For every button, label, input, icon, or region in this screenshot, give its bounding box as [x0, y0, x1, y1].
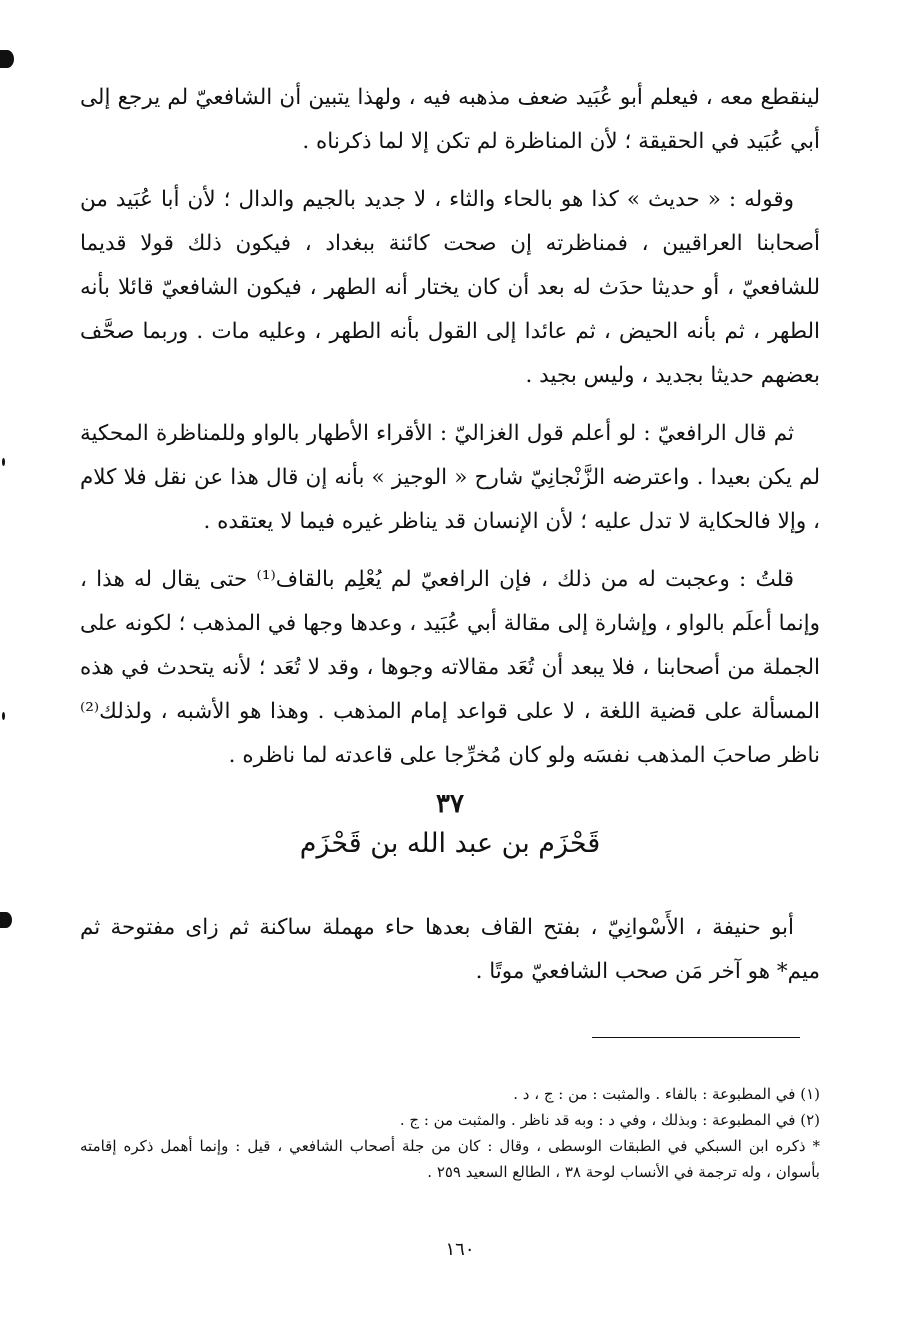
footnote-separator — [592, 1037, 800, 1038]
section-title: قَحْزَم بن عبد الله بن قَحْزَم — [299, 828, 601, 859]
biography-entry — [80, 906, 820, 994]
page-number: ١٦٠ — [445, 1239, 475, 1260]
scan-margin-mark — [2, 458, 5, 466]
paragraph: قلتُ : وعجبت له من ذلك ، فإن الرافعيّ لم يُعْلِم بالقاف⁽¹⁾ حتى يقال له هذا ، وإنما أعلَم بالواو ، وإشارة إلى مقالة أبي عُبَيد ، وعدها وجها في المذهب ؛ لكونه على الجملة من أصحابنا ، فلا يبعد أن تُعَد مقالاته وجوها ، وقد لا تُعَد ؛ لأنه يتحدث في هذه المسألة على قضية اللغة ، لا على قواعد إمام المذهب . وهذا هو الأشبه ، ولذلك⁽²⁾ ناظر صاحبَ المذهب نفسَه ولو كان مُخرِّجا على قاعدته لما ناظره . — [80, 567, 820, 768]
scan-margin-mark — [0, 50, 14, 68]
footnotes — [80, 1081, 820, 1185]
footnote: (١) في المطبوعة : بالفاء . والمثبت : من : ج ، د . — [513, 1085, 820, 1103]
section-heading — [80, 786, 820, 866]
scan-margin-mark — [0, 912, 12, 928]
footnote: * ذكره ابن السبكي في الطبقات الوسطى ، وقال : كان من جلة أصحاب الشافعي ، قيل : وإنما أهمل ذكره إقامته بأسوان ، وله ترجمة في الأنساب لوحة ٣٨ ، الطالع السعيد ٢٥٩ . — [80, 1137, 820, 1181]
paragraph: ثم قال الرافعيّ : لو أعلم قول الغزاليّ : الأقراء الأطهار بالواو وللمناظرة المحكية لم يكن بعيدا . واعترضه الزَّنْجانِيّ شارح « الوجيز » بأنه إن قال هذا عن نقل فلا كلام ، وإلا فالحكاية لا تدل عليه ؛ لأن الإنسان قد يناظر غيره فيما لا يعتقده . — [80, 421, 820, 534]
footnote: (٢) في المطبوعة : وبذلك ، وفي د : وبه قد ناظر . والمثبت من : ج . — [399, 1111, 820, 1129]
paragraph: لينقطع معه ، فيعلم أبو عُبَيد ضعف مذهبه فيه ، ولهذا يتبين أن الشافعيّ لم يرجع إلى أبي عُبَيد في الحقيقة ؛ لأن المناظرة لم تكن إلا لما ذكرناه . — [80, 85, 820, 154]
paragraph: أبو حنيفة ، الأَسْوانِيّ ، بفتح القاف بعدها حاء مهملة ساكنة ثم زاى مفتوحة ثم ميم* هو آخر مَن صحب الشافعيّ موتًا . — [80, 915, 820, 984]
main-text — [80, 76, 820, 792]
scan-margin-mark — [2, 712, 5, 720]
paragraph: وقوله : « حديث » كذا هو بالحاء والثاء ، لا جديد بالجيم والدال ؛ لأن أبا عُبَيد من أصحابنا العراقيين ، فمناظرته إن صحت كائنة ببغداد ، فيكون ذلك قولا قديما للشافعيّ ، أو حديثا حدَث له بعد أن كان يختار أنه الطهر ، فيكون الشافعيّ قائلا بأنه الطهر ، ثم بأنه الحيض ، ثم عائدا إلى القول بأنه الطهر ، وعليه مات . وربما صحَّف بعضهم حديثا بجديد ، وليس بجيد . — [80, 187, 820, 388]
section-number: ٣٧ — [436, 789, 464, 819]
